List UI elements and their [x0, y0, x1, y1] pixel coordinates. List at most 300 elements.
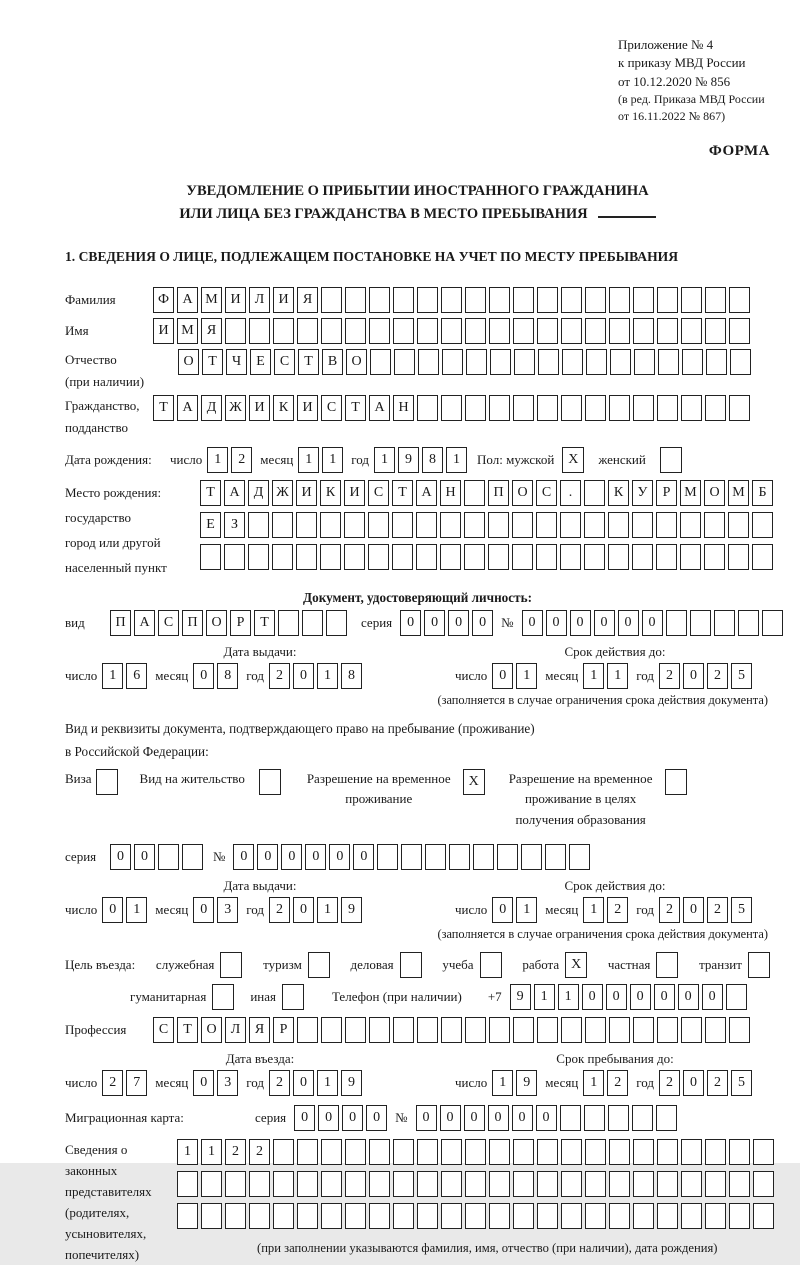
char-cell[interactable]	[417, 395, 438, 421]
char-cell[interactable]: З	[224, 512, 245, 538]
purpose-private-checkbox[interactable]	[656, 952, 678, 978]
char-cell[interactable]	[201, 1171, 222, 1197]
char-cell[interactable]: 0	[281, 844, 302, 870]
char-cell[interactable]	[321, 1139, 342, 1165]
char-cell[interactable]: 0	[488, 1105, 509, 1131]
char-cell[interactable]	[705, 318, 726, 344]
char-cell[interactable]: 1	[317, 663, 338, 689]
purpose-work-checkbox[interactable]: X	[565, 952, 587, 978]
char-cell[interactable]: А	[177, 287, 198, 313]
char-cell[interactable]	[441, 1171, 462, 1197]
char-cell[interactable]: О	[206, 610, 227, 636]
char-cell[interactable]: Т	[254, 610, 275, 636]
char-cell[interactable]: 0	[654, 984, 675, 1010]
char-cell[interactable]	[585, 1203, 606, 1229]
char-cell[interactable]: Т	[153, 395, 174, 421]
char-cell[interactable]	[489, 1139, 510, 1165]
char-cell[interactable]	[225, 1203, 246, 1229]
char-cell[interactable]	[513, 1139, 534, 1165]
char-cell[interactable]	[561, 1017, 582, 1043]
char-cell[interactable]: 0	[233, 844, 254, 870]
char-cell[interactable]	[705, 287, 726, 313]
char-cell[interactable]	[609, 1139, 630, 1165]
char-cell[interactable]: 1	[298, 447, 319, 473]
char-cell[interactable]	[369, 1017, 390, 1043]
char-cell[interactable]	[369, 1139, 390, 1165]
char-cell[interactable]: Я	[297, 287, 318, 313]
char-cell[interactable]	[537, 395, 558, 421]
char-cell[interactable]	[321, 1171, 342, 1197]
visa-checkbox[interactable]	[96, 769, 118, 795]
char-cell[interactable]: Д	[248, 480, 269, 506]
char-cell[interactable]: 1	[317, 897, 338, 923]
char-cell[interactable]	[658, 349, 679, 375]
char-cell[interactable]	[344, 512, 365, 538]
char-cell[interactable]: 0	[110, 844, 131, 870]
purpose-study-checkbox[interactable]	[480, 952, 502, 978]
char-cell[interactable]	[512, 512, 533, 538]
char-cell[interactable]	[177, 1171, 198, 1197]
char-cell[interactable]	[584, 512, 605, 538]
char-cell[interactable]: 0	[257, 844, 278, 870]
char-cell[interactable]	[418, 349, 439, 375]
char-cell[interactable]: 1	[607, 663, 628, 689]
char-cell[interactable]	[728, 512, 749, 538]
char-cell[interactable]	[401, 844, 422, 870]
char-cell[interactable]	[584, 544, 605, 570]
char-cell[interactable]	[490, 349, 511, 375]
char-cell[interactable]: 2	[659, 1070, 680, 1096]
char-cell[interactable]: Р	[273, 1017, 294, 1043]
char-cell[interactable]	[657, 1017, 678, 1043]
char-cell[interactable]: 2	[707, 1070, 728, 1096]
char-cell[interactable]	[656, 544, 677, 570]
char-cell[interactable]: Н	[393, 395, 414, 421]
char-cell[interactable]: 2	[607, 897, 628, 923]
char-cell[interactable]: 2	[659, 897, 680, 923]
char-cell[interactable]: О	[704, 480, 725, 506]
char-cell[interactable]: 1	[516, 897, 537, 923]
char-cell[interactable]: 9	[341, 897, 362, 923]
char-cell[interactable]	[560, 512, 581, 538]
char-cell[interactable]	[297, 1017, 318, 1043]
char-cell[interactable]: 0	[440, 1105, 461, 1131]
char-cell[interactable]	[393, 1203, 414, 1229]
char-cell[interactable]	[729, 1203, 750, 1229]
char-cell[interactable]	[321, 287, 342, 313]
char-cell[interactable]: 0	[294, 1105, 315, 1131]
char-cell[interactable]: Т	[298, 349, 319, 375]
char-cell[interactable]	[393, 1171, 414, 1197]
char-cell[interactable]: О	[201, 1017, 222, 1043]
char-cell[interactable]: 0	[424, 610, 445, 636]
char-cell[interactable]: М	[728, 480, 749, 506]
char-cell[interactable]	[224, 544, 245, 570]
char-cell[interactable]: И	[225, 287, 246, 313]
char-cell[interactable]	[537, 1017, 558, 1043]
char-cell[interactable]	[537, 1171, 558, 1197]
char-cell[interactable]	[392, 544, 413, 570]
char-cell[interactable]	[465, 395, 486, 421]
char-cell[interactable]	[513, 1203, 534, 1229]
char-cell[interactable]: С	[321, 395, 342, 421]
char-cell[interactable]	[657, 318, 678, 344]
char-cell[interactable]	[537, 1139, 558, 1165]
char-cell[interactable]	[393, 287, 414, 313]
char-cell[interactable]	[705, 1139, 726, 1165]
char-cell[interactable]	[273, 1171, 294, 1197]
char-cell[interactable]: О	[178, 349, 199, 375]
char-cell[interactable]: 5	[731, 897, 752, 923]
char-cell[interactable]	[633, 1139, 654, 1165]
char-cell[interactable]	[297, 1171, 318, 1197]
char-cell[interactable]	[465, 1171, 486, 1197]
char-cell[interactable]: Н	[440, 480, 461, 506]
char-cell[interactable]	[561, 395, 582, 421]
char-cell[interactable]: 8	[341, 663, 362, 689]
char-cell[interactable]: А	[224, 480, 245, 506]
char-cell[interactable]	[392, 512, 413, 538]
char-cell[interactable]	[441, 1017, 462, 1043]
char-cell[interactable]	[473, 844, 494, 870]
temp-residence-checkbox[interactable]: X	[463, 769, 485, 795]
char-cell[interactable]: Т	[392, 480, 413, 506]
char-cell[interactable]	[656, 512, 677, 538]
char-cell[interactable]	[249, 1203, 270, 1229]
char-cell[interactable]	[345, 1017, 366, 1043]
char-cell[interactable]: 0	[642, 610, 663, 636]
char-cell[interactable]: 2	[225, 1139, 246, 1165]
char-cell[interactable]	[560, 1105, 581, 1131]
char-cell[interactable]: Р	[230, 610, 251, 636]
char-cell[interactable]	[705, 1017, 726, 1043]
char-cell[interactable]	[753, 1171, 774, 1197]
char-cell[interactable]	[634, 349, 655, 375]
char-cell[interactable]	[633, 1171, 654, 1197]
char-cell[interactable]	[681, 287, 702, 313]
char-cell[interactable]	[369, 287, 390, 313]
char-cell[interactable]	[682, 349, 703, 375]
char-cell[interactable]	[752, 512, 773, 538]
char-cell[interactable]	[296, 544, 317, 570]
char-cell[interactable]: Ж	[272, 480, 293, 506]
char-cell[interactable]	[537, 318, 558, 344]
char-cell[interactable]: 2	[269, 1070, 290, 1096]
char-cell[interactable]: 0	[606, 984, 627, 1010]
char-cell[interactable]	[585, 1139, 606, 1165]
char-cell[interactable]	[633, 287, 654, 313]
char-cell[interactable]: 1	[583, 897, 604, 923]
char-cell[interactable]: 0	[536, 1105, 557, 1131]
char-cell[interactable]	[296, 512, 317, 538]
char-cell[interactable]	[657, 1171, 678, 1197]
char-cell[interactable]: 0	[305, 844, 326, 870]
char-cell[interactable]: 0	[193, 897, 214, 923]
char-cell[interactable]	[632, 1105, 653, 1131]
char-cell[interactable]: Т	[177, 1017, 198, 1043]
char-cell[interactable]: 0	[293, 663, 314, 689]
char-cell[interactable]	[513, 395, 534, 421]
char-cell[interactable]	[680, 544, 701, 570]
char-cell[interactable]	[690, 610, 711, 636]
char-cell[interactable]: И	[273, 287, 294, 313]
char-cell[interactable]: П	[182, 610, 203, 636]
char-cell[interactable]	[609, 318, 630, 344]
char-cell[interactable]	[393, 1017, 414, 1043]
char-cell[interactable]: 0	[582, 984, 603, 1010]
char-cell[interactable]: М	[177, 318, 198, 344]
char-cell[interactable]	[489, 395, 510, 421]
char-cell[interactable]	[512, 544, 533, 570]
char-cell[interactable]	[272, 512, 293, 538]
char-cell[interactable]	[752, 544, 773, 570]
char-cell[interactable]	[320, 544, 341, 570]
char-cell[interactable]	[610, 349, 631, 375]
char-cell[interactable]: И	[153, 318, 174, 344]
char-cell[interactable]: Е	[200, 512, 221, 538]
char-cell[interactable]: 0	[366, 1105, 387, 1131]
char-cell[interactable]	[417, 287, 438, 313]
char-cell[interactable]	[440, 544, 461, 570]
char-cell[interactable]: 8	[422, 447, 443, 473]
char-cell[interactable]	[521, 844, 542, 870]
char-cell[interactable]: Т	[202, 349, 223, 375]
char-cell[interactable]	[489, 1203, 510, 1229]
char-cell[interactable]	[465, 1017, 486, 1043]
char-cell[interactable]	[513, 1017, 534, 1043]
char-cell[interactable]	[584, 1105, 605, 1131]
char-cell[interactable]: 9	[516, 1070, 537, 1096]
char-cell[interactable]	[273, 318, 294, 344]
char-cell[interactable]: К	[608, 480, 629, 506]
char-cell[interactable]	[465, 1203, 486, 1229]
char-cell[interactable]: 2	[231, 447, 252, 473]
char-cell[interactable]	[536, 544, 557, 570]
char-cell[interactable]	[609, 395, 630, 421]
sex-female-checkbox[interactable]	[660, 447, 682, 473]
char-cell[interactable]	[608, 1105, 629, 1131]
char-cell[interactable]: 2	[707, 897, 728, 923]
char-cell[interactable]	[586, 349, 607, 375]
char-cell[interactable]	[177, 1203, 198, 1229]
char-cell[interactable]: А	[134, 610, 155, 636]
char-cell[interactable]	[657, 287, 678, 313]
char-cell[interactable]: 1	[558, 984, 579, 1010]
char-cell[interactable]: К	[273, 395, 294, 421]
char-cell[interactable]	[393, 1139, 414, 1165]
char-cell[interactable]	[729, 1017, 750, 1043]
char-cell[interactable]	[729, 395, 750, 421]
char-cell[interactable]	[182, 844, 203, 870]
char-cell[interactable]	[561, 1139, 582, 1165]
char-cell[interactable]	[273, 1139, 294, 1165]
char-cell[interactable]	[416, 512, 437, 538]
purpose-humanitarian-checkbox[interactable]	[212, 984, 234, 1010]
char-cell[interactable]: 0	[683, 663, 704, 689]
char-cell[interactable]: 1	[102, 663, 123, 689]
char-cell[interactable]: К	[320, 480, 341, 506]
char-cell[interactable]: 1	[446, 447, 467, 473]
char-cell[interactable]: С	[158, 610, 179, 636]
char-cell[interactable]	[248, 512, 269, 538]
char-cell[interactable]: 8	[217, 663, 238, 689]
char-cell[interactable]: 1	[583, 663, 604, 689]
char-cell[interactable]: 0	[293, 897, 314, 923]
char-cell[interactable]	[681, 1139, 702, 1165]
char-cell[interactable]: И	[344, 480, 365, 506]
char-cell[interactable]	[726, 984, 747, 1010]
char-cell[interactable]: 0	[193, 1070, 214, 1096]
char-cell[interactable]: Ж	[225, 395, 246, 421]
char-cell[interactable]	[561, 287, 582, 313]
char-cell[interactable]	[249, 318, 270, 344]
char-cell[interactable]: 9	[510, 984, 531, 1010]
char-cell[interactable]: И	[297, 395, 318, 421]
char-cell[interactable]	[545, 844, 566, 870]
char-cell[interactable]	[729, 1171, 750, 1197]
purpose-tourism-checkbox[interactable]	[308, 952, 330, 978]
char-cell[interactable]	[417, 1017, 438, 1043]
char-cell[interactable]: Т	[200, 480, 221, 506]
char-cell[interactable]: 1	[317, 1070, 338, 1096]
char-cell[interactable]	[442, 349, 463, 375]
char-cell[interactable]	[632, 512, 653, 538]
char-cell[interactable]	[200, 544, 221, 570]
char-cell[interactable]	[513, 318, 534, 344]
char-cell[interactable]: 2	[269, 663, 290, 689]
char-cell[interactable]	[666, 610, 687, 636]
char-cell[interactable]	[609, 1203, 630, 1229]
purpose-other-checkbox[interactable]	[282, 984, 304, 1010]
char-cell[interactable]	[608, 512, 629, 538]
char-cell[interactable]	[514, 349, 535, 375]
char-cell[interactable]: Я	[249, 1017, 270, 1043]
char-cell[interactable]	[441, 1139, 462, 1165]
char-cell[interactable]: 0	[512, 1105, 533, 1131]
char-cell[interactable]	[560, 544, 581, 570]
char-cell[interactable]: 0	[702, 984, 723, 1010]
char-cell[interactable]	[441, 318, 462, 344]
char-cell[interactable]	[441, 1203, 462, 1229]
char-cell[interactable]: 0	[492, 663, 513, 689]
char-cell[interactable]	[345, 287, 366, 313]
char-cell[interactable]	[569, 844, 590, 870]
char-cell[interactable]	[585, 318, 606, 344]
char-cell[interactable]	[584, 480, 605, 506]
char-cell[interactable]: 3	[217, 897, 238, 923]
char-cell[interactable]	[273, 1203, 294, 1229]
char-cell[interactable]	[417, 1171, 438, 1197]
char-cell[interactable]: 1	[207, 447, 228, 473]
char-cell[interactable]	[225, 1171, 246, 1197]
char-cell[interactable]: Л	[249, 287, 270, 313]
char-cell[interactable]	[762, 610, 783, 636]
char-cell[interactable]	[728, 544, 749, 570]
char-cell[interactable]: 3	[217, 1070, 238, 1096]
char-cell[interactable]	[488, 544, 509, 570]
char-cell[interactable]: 1	[374, 447, 395, 473]
char-cell[interactable]	[464, 544, 485, 570]
char-cell[interactable]: Б	[752, 480, 773, 506]
char-cell[interactable]	[681, 318, 702, 344]
char-cell[interactable]	[489, 1017, 510, 1043]
char-cell[interactable]: Л	[225, 1017, 246, 1043]
char-cell[interactable]: И	[296, 480, 317, 506]
char-cell[interactable]	[657, 1203, 678, 1229]
char-cell[interactable]: 0	[683, 897, 704, 923]
char-cell[interactable]	[417, 1139, 438, 1165]
sex-male-checkbox[interactable]: X	[562, 447, 584, 473]
char-cell[interactable]	[657, 395, 678, 421]
purpose-business-checkbox[interactable]	[400, 952, 422, 978]
char-cell[interactable]: И	[249, 395, 270, 421]
char-cell[interactable]	[513, 287, 534, 313]
char-cell[interactable]	[753, 1139, 774, 1165]
char-cell[interactable]	[297, 318, 318, 344]
char-cell[interactable]	[297, 1203, 318, 1229]
char-cell[interactable]	[633, 395, 654, 421]
char-cell[interactable]	[609, 1171, 630, 1197]
char-cell[interactable]	[345, 1203, 366, 1229]
char-cell[interactable]: 1	[583, 1070, 604, 1096]
purpose-official-checkbox[interactable]	[220, 952, 242, 978]
char-cell[interactable]: С	[368, 480, 389, 506]
char-cell[interactable]	[632, 544, 653, 570]
char-cell[interactable]	[489, 318, 510, 344]
char-cell[interactable]: 0	[193, 663, 214, 689]
char-cell[interactable]: В	[322, 349, 343, 375]
char-cell[interactable]: 7	[126, 1070, 147, 1096]
char-cell[interactable]	[729, 1139, 750, 1165]
char-cell[interactable]: 1	[534, 984, 555, 1010]
char-cell[interactable]	[706, 349, 727, 375]
char-cell[interactable]	[633, 1017, 654, 1043]
char-cell[interactable]	[753, 1203, 774, 1229]
char-cell[interactable]	[609, 1017, 630, 1043]
char-cell[interactable]	[369, 318, 390, 344]
char-cell[interactable]	[440, 512, 461, 538]
char-cell[interactable]	[538, 349, 559, 375]
char-cell[interactable]: 2	[607, 1070, 628, 1096]
char-cell[interactable]	[345, 318, 366, 344]
char-cell[interactable]	[465, 287, 486, 313]
char-cell[interactable]: 1	[201, 1139, 222, 1165]
char-cell[interactable]: 0	[342, 1105, 363, 1131]
char-cell[interactable]	[656, 1105, 677, 1131]
char-cell[interactable]: 0	[353, 844, 374, 870]
char-cell[interactable]	[705, 395, 726, 421]
char-cell[interactable]: 0	[416, 1105, 437, 1131]
char-cell[interactable]	[377, 844, 398, 870]
char-cell[interactable]: 1	[126, 897, 147, 923]
char-cell[interactable]: М	[201, 287, 222, 313]
char-cell[interactable]	[729, 287, 750, 313]
char-cell[interactable]: 0	[546, 610, 567, 636]
char-cell[interactable]	[441, 395, 462, 421]
char-cell[interactable]	[425, 844, 446, 870]
char-cell[interactable]	[680, 512, 701, 538]
char-cell[interactable]: С	[536, 480, 557, 506]
char-cell[interactable]	[585, 287, 606, 313]
char-cell[interactable]	[561, 1171, 582, 1197]
residence-permit-checkbox[interactable]	[259, 769, 281, 795]
char-cell[interactable]	[704, 544, 725, 570]
char-cell[interactable]	[488, 512, 509, 538]
char-cell[interactable]	[465, 318, 486, 344]
char-cell[interactable]	[537, 287, 558, 313]
char-cell[interactable]: М	[680, 480, 701, 506]
char-cell[interactable]: 2	[659, 663, 680, 689]
